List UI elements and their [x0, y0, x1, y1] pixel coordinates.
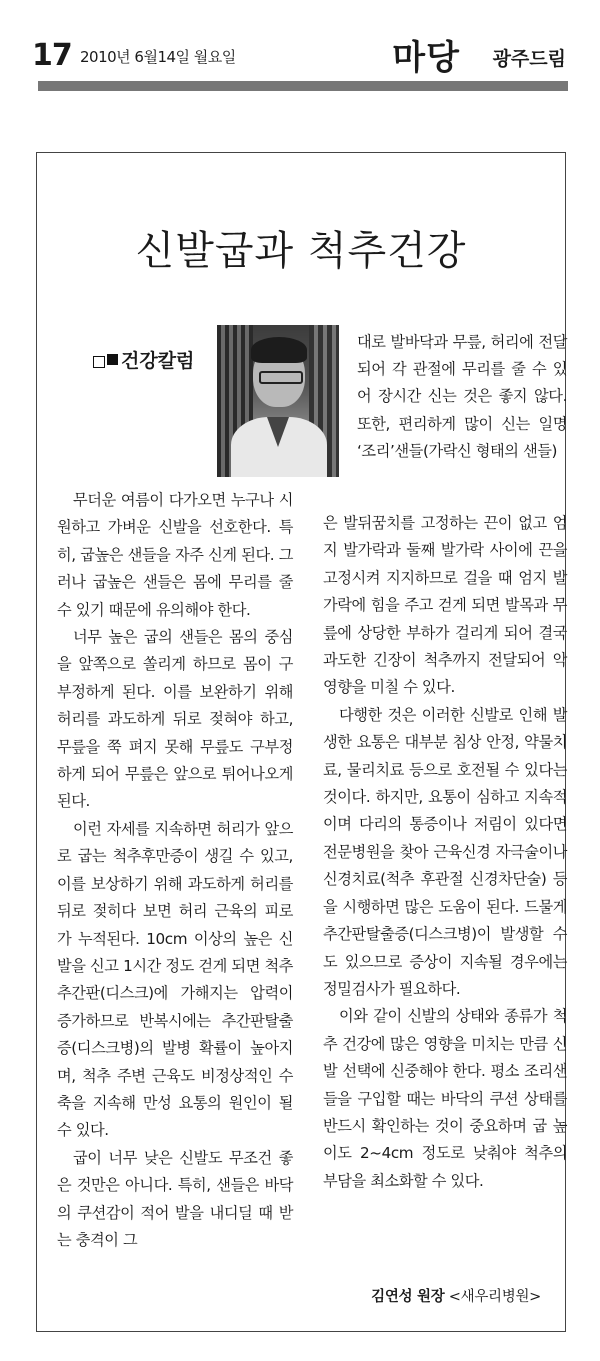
page-number: 17	[32, 38, 72, 73]
author-byline	[371, 1285, 541, 1306]
body-paragraph: 다행한 것은 이러한 신발로 인해 발생한 요통은 대부분 침상 안정, 약물치료, 물리치료 등으로 호전될 수 있다는 것이다. 하지만, 요통이 심하고 지속적이며 다리의 통증이나 저림이 있다면 전문병원을 찾아 근육신경 자극술이나 신경치료(척추 후관절 신경차단술) 등을 시행하면 많은 도움이 된다. 드물게 추간판탈출증(디스크병)이 발생할 수도 있으므로 증상이 지속될 경우에는 정밀검사가 필요하다.	[323, 705, 567, 998]
article-headline: 신발굽과 척추건강	[135, 228, 467, 274]
author-name: 김연성 원장	[371, 1289, 445, 1305]
section-title: 마당	[392, 38, 460, 78]
author-photo	[217, 325, 339, 477]
body-paragraph: 이런 자세를 지속하면 허리가 앞으로 굽는 척추후만증이 생길 수 있고, 이를 보상하기 위해 과도하게 허리를 뒤로 젖히다 보면 허리 근육의 피로가 누적된다. 10cm 이상의 높은 신발을 신고 1시간 정도 걷게 되면 척추 추간판(디스크)에 가해지는 압력이 증가하므로 반복시에는 추간판탈출증(디스크병)의 발병 확률이 높아지며, 척추 주변 근육도 비정상적인 수축을 지속해 만성 요통의 원인이 될 수 있다.	[57, 819, 293, 1140]
body-paragraph: 이와 같이 신발의 상태와 종류가 척추 건강에 많은 영향을 미치는 만큼 신발 선택에 신중해야 한다. 평소 조리샌들을 구입할 때는 바닥의 쿠션 상태를 반드시 확인하는 것이 중요하며 굽 높이도 2~4cm 정도로 낮춰야 척추의 부담을 최소화할 수 있다.	[323, 1007, 567, 1190]
column-label-text: 건강칼럼	[121, 350, 195, 372]
column-label	[93, 346, 194, 373]
header-rule	[38, 81, 568, 91]
issue-date: 2010년 6월14일 월요일	[80, 48, 236, 66]
glasses-icon	[259, 371, 303, 384]
page-header	[32, 34, 572, 78]
newspaper-name: 광주드림	[492, 48, 566, 70]
body-paragraph: 무더운 여름이 다가오면 누구나 시원하고 가벼운 신발을 선호한다. 특히, 굽높은 샌들을 자주 신게 된다. 그러나 굽높은 샌들은 몸에 무리를 줄 수 있기 때문에 유의해야 한다.	[57, 491, 293, 619]
right-column	[323, 510, 567, 1195]
author-hair	[251, 337, 307, 363]
author-organization: <새우리병원>	[448, 1289, 541, 1305]
body-paragraph: 너무 높은 굽의 샌들은 몸의 중심을 앞쪽으로 쏠리게 하므로 몸이 구부정하게 된다. 이를 보완하기 위해 허리를 과도하게 뒤로 젖혀야 하고, 무릎을 쭉 펴지 못해 무릎도 구부정하게 되어 무릎은 앞으로 튀어나오게 된다.	[57, 628, 293, 811]
article-frame	[36, 152, 566, 1332]
right-column-top-text: 대로 발바닥과 무릎, 허리에 전달되어 각 관절에 무리를 줄 수 있어 장시간 신는 것은 좋지 않다. 또한, 편리하게 많이 신는 일명 ‘조리’샌들(가락신 형태의 샌들)	[357, 333, 567, 460]
square-bullet-icon	[107, 354, 118, 365]
body-paragraph: 굽이 너무 낮은 신발도 무조건 좋은 것만은 아니다. 특히, 샌들은 바닥의 쿠션감이 적어 발을 내디딜 때 받는 충격이 그	[57, 1148, 293, 1249]
body-paragraph: 은 발뒤꿈치를 고정하는 끈이 없고 엄지 발가락과 둘째 발가락 사이에 끈을 고정시켜 지지하므로 걸을 때 엄지 발가락에 힘을 주고 걷게 되면 발목과 무릎에 상당한 부하가 걸리게 되어 결국 과도한 긴장이 척추까지 전달되어 악영향을 미칠 수 있다.	[323, 514, 567, 697]
left-column	[57, 487, 293, 1254]
box-outline-icon	[93, 356, 105, 368]
